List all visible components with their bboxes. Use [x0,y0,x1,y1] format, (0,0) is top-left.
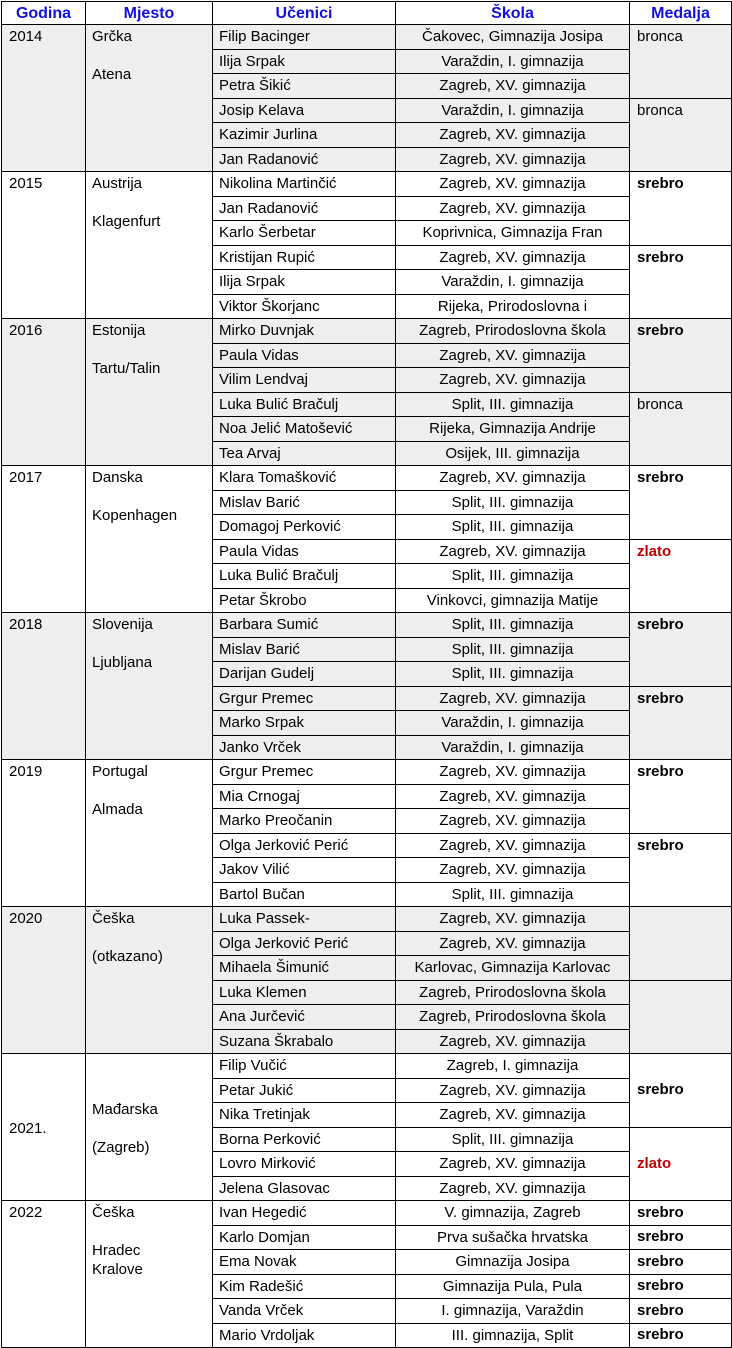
medal-badge: srebro [630,172,732,246]
place-cell [86,613,213,760]
student-name: Janko Vrček [213,735,396,760]
medal-badge: srebro [630,1299,732,1324]
school-name: Zagreb, Prirodoslovna škola [396,1005,630,1030]
student-name: Luka Klemen [213,980,396,1005]
school-name: I. gimnazija, Varaždin [396,1299,630,1324]
student-name: Mislav Barić [213,490,396,515]
school-name: Zagreb, XV. gimnazija [396,833,630,858]
table-row [2,319,732,344]
student-name: Mario Vrdoljak [213,1323,396,1348]
school-name: Split, III. gimnazija [396,662,630,687]
year-cell: 2018 [2,613,86,760]
school-name: Zagreb, XV. gimnazija [396,343,630,368]
school-name: Zagreb, XV. gimnazija [396,1078,630,1103]
student-name: Ema Novak [213,1250,396,1275]
header-students: Učenici [213,2,396,25]
school-name: Čakovec, Gimnazija Josipa [396,25,630,50]
header-row [2,2,732,25]
student-name: Ana Jurčević [213,1005,396,1030]
school-name: Prva sušačka hrvatska [396,1225,630,1250]
medal-badge: srebro [630,319,732,393]
student-name: Jan Radanović [213,196,396,221]
school-name: Osijek, III. gimnazija [396,441,630,466]
school-name: Gimnazija Pula, Pula [396,1274,630,1299]
student-name: Klara Tomašković [213,466,396,491]
year-cell: 2019 [2,760,86,907]
student-name: Noa Jelić Matošević [213,417,396,442]
header-school: Škola [396,2,630,25]
student-name: Mihaela Šimunić [213,956,396,981]
student-name: Vilim Lendvaj [213,368,396,393]
student-name: Marko Preočanin [213,809,396,834]
school-name: Zagreb, XV. gimnazija [396,123,630,148]
student-name: Josip Kelava [213,98,396,123]
school-name: Rijeka, Gimnazija Andrije [396,417,630,442]
school-name: Zagreb, XV. gimnazija [396,245,630,270]
school-name: Split, III. gimnazija [396,637,630,662]
student-name: Kazimir Jurlina [213,123,396,148]
year-cell: 2021. [2,1054,86,1201]
school-name: Varaždin, I. gimnazija [396,735,630,760]
student-name: Suzana Škrabalo [213,1029,396,1054]
student-name: Ilija Srpak [213,49,396,74]
student-name: Viktor Škorjanc [213,294,396,319]
table-row [2,1201,732,1226]
place-text: Grčka Atena [92,28,133,83]
place-cell [86,1054,213,1201]
table-row [2,760,732,785]
student-name: Karlo Šerbetar [213,221,396,246]
student-name: Luka Bulić Bračulj [213,392,396,417]
medal-badge: srebro [630,245,732,319]
table-row [2,613,732,638]
student-name: Nikolina Martinčić [213,172,396,197]
student-name: Grgur Premec [213,760,396,785]
school-name: Split, III. gimnazija [396,515,630,540]
student-name: Filip Bacinger [213,25,396,50]
student-name: Marko Srpak [213,711,396,736]
medal-badge: zlato [630,539,732,613]
school-name: Zagreb, XV. gimnazija [396,172,630,197]
school-name: Zagreb, XV. gimnazija [396,1176,630,1201]
place-text: Portugal Almada [92,763,148,818]
medal-badge: srebro [630,1201,732,1226]
student-name: Darijan Gudelj [213,662,396,687]
school-name: Zagreb, XV. gimnazija [396,74,630,99]
student-name: Mislav Barić [213,637,396,662]
student-name: Petra Šikić [213,74,396,99]
header-medal: Medalja [630,2,732,25]
place-text: Češka Hradec Kralove [92,1204,143,1278]
school-name: Zagreb, XV. gimnazija [396,196,630,221]
student-name: Mirko Duvnjak [213,319,396,344]
student-name: Paula Vidas [213,539,396,564]
place-cell [86,760,213,907]
place-text: Slovenija Ljubljana [92,616,153,671]
place-cell [86,466,213,613]
school-name: Zagreb, XV. gimnazija [396,760,630,785]
student-name: Jakov Vilić [213,858,396,883]
medal-badge: srebro [630,1250,732,1275]
medal-badge: bronca [630,98,732,172]
student-name: Bartol Bučan [213,882,396,907]
place-text: Mađarska (Zagreb) [92,1100,158,1156]
medal-badge: srebro [630,613,732,687]
school-name: Zagreb, XV. gimnazija [396,1029,630,1054]
medal-badge [630,907,732,981]
student-name: Jan Radanović [213,147,396,172]
table-row [2,466,732,491]
table-row [2,1054,732,1079]
student-name: Nika Tretinjak [213,1103,396,1128]
header-year: Godina [2,2,86,25]
school-name: Split, III. gimnazija [396,882,630,907]
school-name: Zagreb, XV. gimnazija [396,809,630,834]
school-name: Zagreb, Prirodoslovna škola [396,319,630,344]
school-name: Zagreb, XV. gimnazija [396,466,630,491]
table-row [2,172,732,197]
place-cell [86,319,213,466]
table-row [2,907,732,932]
table-body [2,25,732,1348]
student-name: Kristijan Rupić [213,245,396,270]
medal-badge: srebro [630,1274,732,1299]
school-name: Zagreb, XV. gimnazija [396,368,630,393]
school-name: Varaždin, I. gimnazija [396,98,630,123]
student-name: Grgur Premec [213,686,396,711]
place-text: Estonija Tartu/Talin [92,322,161,377]
medal-badge [630,980,732,1054]
school-name: Koprivnica, Gimnazija Fran [396,221,630,246]
school-name: Rijeka, Prirodoslovna i [396,294,630,319]
place-cell [86,172,213,319]
school-name: Zagreb, XV. gimnazija [396,147,630,172]
medal-badge: srebro [630,686,732,760]
school-name: Split, III. gimnazija [396,490,630,515]
medal-badge: srebro [630,1323,732,1348]
student-name: Paula Vidas [213,343,396,368]
student-name: Petar Jukić [213,1078,396,1103]
student-name: Kim Radešić [213,1274,396,1299]
place-cell [86,25,213,172]
year-cell: 2017 [2,466,86,613]
school-name: Zagreb, XV. gimnazija [396,858,630,883]
school-name: Zagreb, Prirodoslovna škola [396,980,630,1005]
school-name: Zagreb, XV. gimnazija [396,686,630,711]
year-cell: 2015 [2,172,86,319]
header-place: Mjesto [86,2,213,25]
student-name: Karlo Domjan [213,1225,396,1250]
school-name: Zagreb, XV. gimnazija [396,907,630,932]
student-name: Tea Arvaj [213,441,396,466]
place-text: Austrija Klagenfurt [92,175,161,230]
school-name: V. gimnazija, Zagreb [396,1201,630,1226]
school-name: Zagreb, XV. gimnazija [396,539,630,564]
school-name: Karlovac, Gimnazija Karlovac [396,956,630,981]
student-name: Domagoj Perković [213,515,396,540]
school-name: III. gimnazija, Split [396,1323,630,1348]
results-table [1,1,732,1348]
school-name: Split, III. gimnazija [396,392,630,417]
year-cell: 2016 [2,319,86,466]
student-name: Borna Perković [213,1127,396,1152]
student-name: Mia Crnogaj [213,784,396,809]
place-cell [86,907,213,1054]
school-name: Split, III. gimnazija [396,1127,630,1152]
place-text: Danska Kopenhagen [92,469,178,524]
school-name: Zagreb, XV. gimnazija [396,1152,630,1177]
student-name: Petar Škrobo [213,588,396,613]
school-name: Varaždin, I. gimnazija [396,270,630,295]
place-cell [86,1201,213,1348]
student-name: Luka Bulić Bračulj [213,564,396,589]
school-name: Zagreb, XV. gimnazija [396,1103,630,1128]
medal-badge: zlato [630,1127,732,1201]
school-name: Zagreb, I. gimnazija [396,1054,630,1079]
student-name: Lovro Mirković [213,1152,396,1177]
medal-badge: srebro [630,1054,732,1128]
place-text: Češka (otkazano) [92,910,163,965]
student-name: Jelena Glasovac [213,1176,396,1201]
table-row [2,25,732,50]
student-name: Luka Passek- [213,907,396,932]
student-name: Ilija Srpak [213,270,396,295]
medal-badge: srebro [630,760,732,834]
medal-badge: bronca [630,392,732,466]
student-name: Olga Jerković Perić [213,931,396,956]
school-name: Varaždin, I. gimnazija [396,711,630,736]
school-name: Gimnazija Josipa [396,1250,630,1275]
medal-badge: srebro [630,1225,732,1250]
medal-badge: srebro [630,833,732,907]
year-cell: 2022 [2,1201,86,1348]
school-name: Varaždin, I. gimnazija [396,49,630,74]
school-name: Split, III. gimnazija [396,613,630,638]
student-name: Vanda Vrček [213,1299,396,1324]
student-name: Olga Jerković Perić [213,833,396,858]
year-cell: 2020 [2,907,86,1054]
student-name: Barbara Sumić [213,613,396,638]
school-name: Zagreb, XV. gimnazija [396,784,630,809]
medal-badge: srebro [630,466,732,540]
school-name: Split, III. gimnazija [396,564,630,589]
year-cell: 2014 [2,25,86,172]
medal-badge: bronca [630,25,732,99]
school-name: Vinkovci, gimnazija Matije [396,588,630,613]
student-name: Ivan Hegedić [213,1201,396,1226]
student-name: Filip Vučić [213,1054,396,1079]
school-name: Zagreb, XV. gimnazija [396,931,630,956]
